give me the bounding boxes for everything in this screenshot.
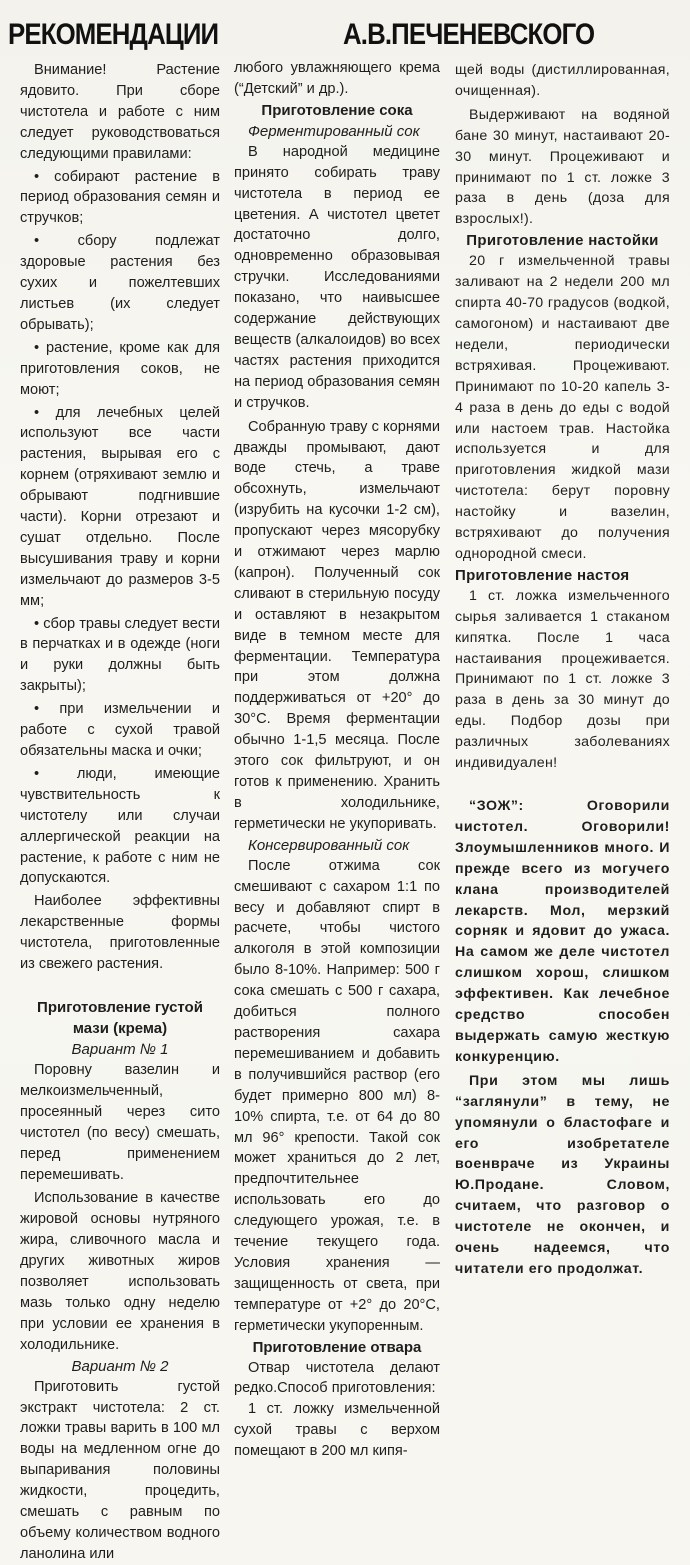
- infusion-paragraph: 1 ст. ложка измельченного сырья заливается 1 стаканом кипятка. После 1 часа настаивания процеживается. Принимают по 1 ст. ложке 3 раза в день за 30 минут до еды. Подбор дозы при различных заболеваниях индивидуален!: [455, 587, 670, 772]
- editorial-paragraph-2: При этом мы лишь “заглянули” в тему, не упомянули о бластофаге и его изобретателе военвраче из Украины Ю.Продане. Словом, считаем, что разговор о чистотеле не окончен, и очень надеемся, что читатели его продолжат.: [455, 1072, 670, 1277]
- rule-item: • люди, имеющие чувствительность к чистотелу или случаи аллергической реакции на растение, к работе с ним не допускаются.: [20, 765, 220, 887]
- editorial-comment: [455, 796, 670, 1280]
- rule-item: • для лечебных целей используют все части растения, вырывая его с корнем (отряхивают землю и обрывают подгнившие части). Корни отрезают и сушат отдельно. После высушивания траву и корни измельчают до размеров 3-5 мм;: [20, 404, 220, 609]
- variant-1-text: Поровну вазелин и мелкоизмельченный, просеянный через сито чистотел (по весу) смешать, перед применением перемешивать.: [20, 1061, 220, 1183]
- variant-1-label: Вариант № 1: [71, 1040, 169, 1058]
- column-2: [234, 58, 440, 1462]
- rule-item: • собирают растение в период образования семян и стручков;: [20, 168, 220, 227]
- preserved-paragraph: После отжима сок смешивают с сахаром 1:1 по весу и добавляют спирт в расчете, чтобы чистого алкоголя в этой композиции было 8-10%. Например: 500 г сока смешать с 500 г сахара, добиться полного растворения сахара перемешиванием и добавить в получившийся раствор (его будет примерно 800 мл) 8-10% спирта, т.е. от 64 до 80 мл 96° крепости. Такой сок может храниться до 2 лет, предпочтительнее использовать его до следующего урожая, т.е. в течение текущего года. Условия хранения — защищенность от света, при температуре от +2° до 20°С, герметически укупоренным.: [234, 857, 440, 1334]
- rule-item: • сбору подлежат здоровые растения без сухих и пожелтевших листьев (их следует обрывать);: [20, 233, 220, 333]
- tincture-heading: Приготовление настойки: [466, 232, 659, 250]
- editorial-paragraph-1: “ЗОЖ”: Оговорили чистотел. Оговорили! Злоумышленников много. И прежде всего из могучего клана производителей лекарств. Мол, мерзкий сорняк и ядовит до ужаса. На самом же деле чистотел слишком хорош, слишком эффективен. Как лечебное средство способен выдержать самую жесткую конкуренцию.: [455, 798, 670, 1065]
- variant-1-note: Использование в качестве жировой основы нутряного жира, сливочного масла и других животных жиров позволяет использовать мазь только одну неделю при условии ее хранения в холодильнике.: [20, 1190, 220, 1353]
- decoction-heading: Приготовление отвара: [252, 1338, 422, 1356]
- ointment-heading: Приготовление густой мази (крема): [37, 998, 203, 1037]
- headline-left: РЕКОМЕНДАЦИИ: [8, 18, 219, 51]
- effective-forms-paragraph: Наиболее эффективны лекарственные формы чистотела, приготовленные из свежего растения.: [20, 893, 220, 973]
- infusion-heading: Приготовление настоя: [455, 566, 630, 584]
- variant-2-text: Приготовить густой экстракт чистотела: 2 ст. ложки травы варить в 100 мл воды на медленном огне до выпаривания половины жидкости, процедить, смешать с равным по объему количеством водного ланолина или: [20, 1378, 220, 1562]
- decoction-paragraph-2: 1 ст. ложку измельченной сухой травы с верхом помещают в 200 мл кипя-: [234, 1401, 440, 1460]
- rule-item: • при измельчении и работе с сухой травой обязательны маска и очки;: [20, 701, 220, 759]
- decoction-paragraph-1: Отвар чистотела делают редко.Способ приготовления:: [234, 1359, 440, 1397]
- column-3: [455, 60, 670, 1280]
- variant-2-label: Вариант № 2: [71, 1357, 169, 1375]
- fermented-paragraph-2: Собранную траву с корнями дважды промывают, дают воде стечь, а траве обсохнуть, измельчают (изрубить на кусочки 1-2 см), пропускают через мясорубку и отжимают через марлю (капрон). Полученный сок сливают в стерильную посуду и оставляют в незакрытом виде в темном месте для ферментации. Температура при этом должна поддерживаться от +20° до 30°С. Время ферментации обычно 1-1,5 месяца. После этого сок фильтруют, и он готов к применению. Хранить в холодильнике, герметически не укупоривать.: [234, 418, 440, 832]
- fermented-juice-label: Ферментированный сок: [248, 122, 420, 140]
- tincture-paragraph: 20 г измельченной травы заливают на 2 недели 200 мл спирта 40-70 градусов (водкой, самогоном) и настаивают две недели, периодически встряхивая. Процеживают. Принимают по 10-20 капель 3-4 раза в день до еды с водой или настоем трав. Настойка используется и для приготовления жидкой мази чистотела: берут поровну настойку и вазелин, встряхивают до получения однородной смеси.: [455, 253, 670, 562]
- continuation-text: любого увлажняющего крема (“Детский” и др.).: [234, 60, 440, 97]
- juice-heading: Приготовление сока: [261, 101, 413, 119]
- spacer: [20, 975, 220, 997]
- continuation-text: щей воды (дистиллированная, очищенная).: [455, 62, 670, 99]
- rule-item: • растение, кроме как для приготовления соков, не моют;: [20, 339, 220, 398]
- warning-intro: Внимание! Растение ядовито. При сборе чистотела и работе с ним следует руководствоваться следующими правилами:: [20, 62, 220, 162]
- rule-item: • сбор травы следует вести в перчатках и в одежде (ноги и руки должны быть закрыты);: [20, 615, 220, 695]
- spacer: [455, 774, 670, 796]
- preserved-juice-label: Консервированный сок: [248, 836, 410, 854]
- decoction-paragraph-3: Выдерживают на водяной бане 30 минут, настаивают 20-30 минут. Процеживают и принимают по 1 ст. ложке 3 раза в день (доза для взрослых!).: [455, 106, 670, 228]
- headline-right: А.В.ПЕЧЕНЕВСКОГО: [343, 18, 595, 51]
- column-1: [20, 60, 220, 1565]
- fermented-paragraph-1: В народной медицине принято собирать траву чистотела в период ее цветения. А чистотел цветет достаточно долго, одновременно образовывая стручки. Исследованиями показано, что наивысшее содержание действующих веществ (алкалоидов) во всех частях растения приходится на период образования семян и стручков.: [234, 143, 440, 411]
- headline: [0, 18, 690, 58]
